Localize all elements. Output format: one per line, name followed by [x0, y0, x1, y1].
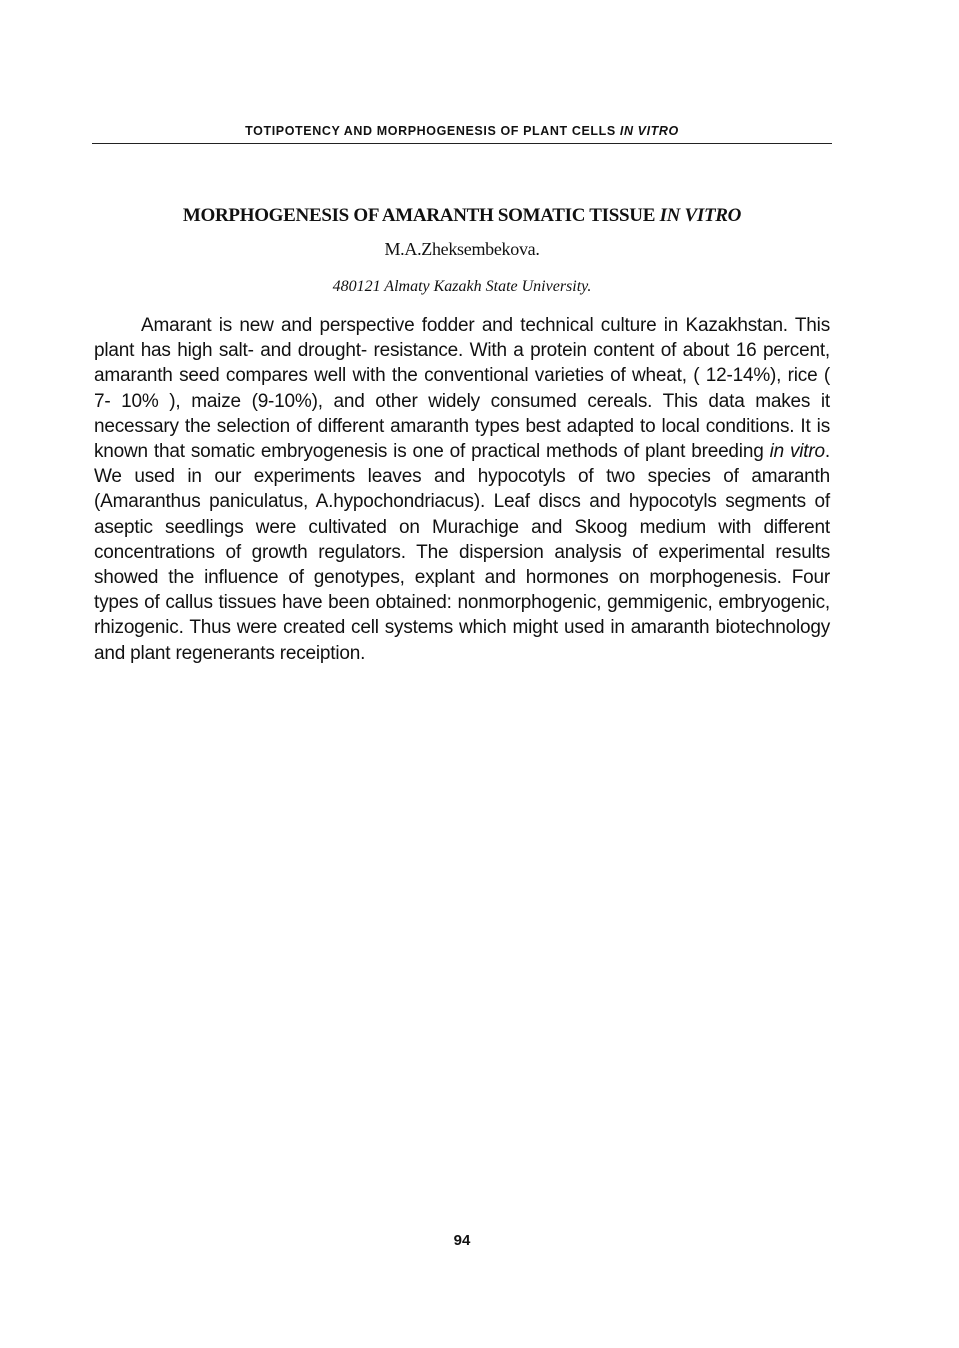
abstract-text-part2: . We used in our experiments leaves and hypocotyls of two species of amaranth (Amaranthus paniculatus, A.hypochondriacus). Leaf discs and hypocotyls segments of aseptic seedlings were cultivated on Murachige and Skoog medium with different concentrations of growth regulators. The dispersion analysis of experimental results showed the influence of genotypes, explant and hormones on morphogenesis. Four types of callus tissues have been obtained: nonmorphogenic, gemmigenic, embryogenic, rhizogenic. Thus were created cell systems which might used in amaranth biotechnology and plant regenerants receiption.	[94, 441, 830, 664]
affiliation: 480121 Almaty Kazakh State University.	[332, 278, 592, 295]
running-head-italic: IN VITRO	[619, 124, 679, 138]
article-title-italic: IN VITRO	[659, 205, 742, 226]
article-title-text: MORPHOGENESIS OF AMARANTH SOMATIC TISSUE	[182, 205, 656, 226]
page-number: 94	[453, 1232, 471, 1249]
author-name: M.A.Zheksembekova.	[384, 239, 540, 259]
abstract-paragraph	[94, 313, 830, 666]
article-title	[92, 203, 832, 229]
running-head-text: TOTIPOTENCY AND MORPHOGENESIS OF PLANT CELLS	[245, 124, 616, 138]
abstract-text-part1: Amarant is new and perspective fodder and technical culture in Kazakhstan. This plant has high salt- and drought- resistance. With a protein content of about 16 percent, amaranth seed compares well with the conventional varieties of wheat, ( 12-14%), rice ( 7- 10% ), maize (9-10%), and other widely consumed cereals. This data makes it necessary the selection of different amaranth types best adapted to local conditions. It is known that somatic embryogenesis is one of practical methods of plant breeding	[94, 315, 830, 463]
header-rule	[92, 143, 832, 144]
abstract-text-italic: in vitro	[769, 441, 825, 463]
running-head	[92, 123, 832, 139]
